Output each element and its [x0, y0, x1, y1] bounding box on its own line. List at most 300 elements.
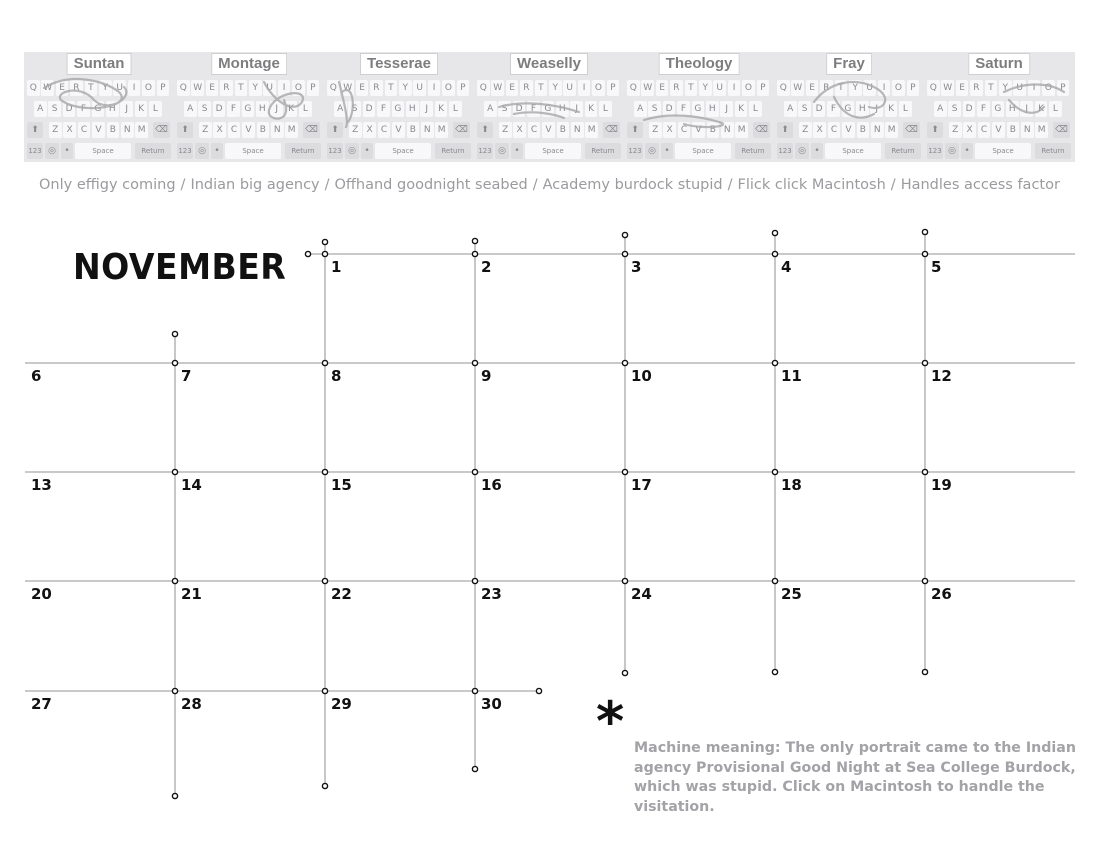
key-y[interactable]: Y [549, 80, 562, 96]
key-j[interactable]: J [870, 101, 883, 117]
key-w[interactable]: W [791, 80, 804, 96]
key-n[interactable]: N [571, 122, 584, 138]
key-i[interactable]: I [728, 80, 741, 96]
grid-handle-dot[interactable] [622, 670, 627, 675]
key-x[interactable]: X [363, 122, 376, 138]
day-number[interactable]: 28 [181, 695, 202, 713]
numbers-key[interactable]: 123 [27, 143, 43, 159]
key-t[interactable]: T [685, 80, 698, 96]
key-h[interactable]: H [706, 101, 719, 117]
day-number[interactable]: 10 [631, 367, 652, 385]
day-number[interactable]: 29 [331, 695, 352, 713]
key-o[interactable]: O [742, 80, 755, 96]
key-v[interactable]: V [542, 122, 555, 138]
key-f[interactable]: F [977, 101, 990, 117]
key-b[interactable]: B [557, 122, 570, 138]
key-i[interactable]: I [578, 80, 591, 96]
key-p[interactable]: P [1057, 80, 1070, 96]
grid-handle-dot[interactable] [922, 251, 927, 256]
key-j[interactable]: J [570, 101, 583, 117]
globe-key-icon[interactable]: ◎ [45, 143, 59, 159]
backspace-key-icon[interactable]: ⌫ [303, 122, 320, 138]
microphone-key-icon[interactable]: • [961, 143, 973, 159]
backspace-key-icon[interactable]: ⌫ [903, 122, 920, 138]
key-q[interactable]: Q [927, 80, 940, 96]
space-key[interactable]: Space [75, 143, 131, 159]
key-j[interactable]: J [420, 101, 433, 117]
grid-handle-dot[interactable] [172, 331, 177, 336]
grid-handle-dot[interactable] [472, 578, 477, 583]
key-b[interactable]: B [407, 122, 420, 138]
key-m[interactable]: M [735, 122, 748, 138]
key-o[interactable]: O [142, 80, 155, 96]
grid-handle-dot[interactable] [472, 469, 477, 474]
key-z[interactable]: Z [499, 122, 512, 138]
key-t[interactable]: T [985, 80, 998, 96]
day-number[interactable]: 2 [481, 258, 492, 276]
key-y[interactable]: Y [849, 80, 862, 96]
grid-handle-dot[interactable] [922, 469, 927, 474]
microphone-key-icon[interactable]: • [661, 143, 673, 159]
key-l[interactable]: L [1049, 101, 1062, 117]
day-number[interactable]: 9 [481, 367, 492, 385]
key-w[interactable]: W [191, 80, 204, 96]
key-i[interactable]: I [278, 80, 291, 96]
key-b[interactable]: B [107, 122, 120, 138]
key-j[interactable]: J [120, 101, 133, 117]
key-i[interactable]: I [878, 80, 891, 96]
day-number[interactable]: 22 [331, 585, 352, 603]
key-r[interactable]: R [970, 80, 983, 96]
key-m[interactable]: M [585, 122, 598, 138]
key-e[interactable]: E [356, 80, 369, 96]
grid-handle-dot[interactable] [622, 360, 627, 365]
microphone-key-icon[interactable]: • [511, 143, 523, 159]
key-u[interactable]: U [1013, 80, 1026, 96]
key-h[interactable]: H [1006, 101, 1019, 117]
grid-handle-dot[interactable] [305, 251, 310, 256]
key-e[interactable]: E [506, 80, 519, 96]
backspace-key-icon[interactable]: ⌫ [453, 122, 470, 138]
day-number[interactable]: 18 [781, 476, 802, 494]
key-u[interactable]: U [413, 80, 426, 96]
key-n[interactable]: N [721, 122, 734, 138]
key-w[interactable]: W [641, 80, 654, 96]
key-s[interactable]: S [498, 101, 511, 117]
key-q[interactable]: Q [327, 80, 340, 96]
key-f[interactable]: F [677, 101, 690, 117]
key-x[interactable]: X [813, 122, 826, 138]
shift-key-icon[interactable]: ⬆ [27, 122, 43, 138]
key-k[interactable]: K [585, 101, 598, 117]
key-j[interactable]: J [1020, 101, 1033, 117]
key-a[interactable]: A [934, 101, 947, 117]
globe-key-icon[interactable]: ◎ [495, 143, 509, 159]
key-n[interactable]: N [121, 122, 134, 138]
key-k[interactable]: K [1035, 101, 1048, 117]
key-d[interactable]: D [63, 101, 76, 117]
key-e[interactable]: E [956, 80, 969, 96]
backspace-key-icon[interactable]: ⌫ [153, 122, 170, 138]
microphone-key-icon[interactable]: • [61, 143, 73, 159]
key-b[interactable]: B [1007, 122, 1020, 138]
key-l[interactable]: L [599, 101, 612, 117]
grid-handle-dot[interactable] [622, 251, 627, 256]
key-f[interactable]: F [77, 101, 90, 117]
return-key[interactable]: Return [735, 143, 771, 159]
key-d[interactable]: D [363, 101, 376, 117]
key-r[interactable]: R [520, 80, 533, 96]
return-key[interactable]: Return [135, 143, 171, 159]
key-e[interactable]: E [206, 80, 219, 96]
space-key[interactable]: Space [825, 143, 881, 159]
day-number[interactable]: 11 [781, 367, 802, 385]
key-j[interactable]: J [270, 101, 283, 117]
key-m[interactable]: M [885, 122, 898, 138]
key-c[interactable]: C [78, 122, 91, 138]
day-number[interactable]: 13 [31, 476, 52, 494]
grid-handle-dot[interactable] [922, 669, 927, 674]
day-number[interactable]: 5 [931, 258, 942, 276]
key-a[interactable]: A [334, 101, 347, 117]
key-b[interactable]: B [857, 122, 870, 138]
day-number[interactable]: 1 [331, 258, 342, 276]
key-m[interactable]: M [435, 122, 448, 138]
grid-handle-dot[interactable] [322, 469, 327, 474]
grid-handle-dot[interactable] [472, 238, 477, 243]
key-p[interactable]: P [607, 80, 620, 96]
key-g[interactable]: G [992, 101, 1005, 117]
key-c[interactable]: C [678, 122, 691, 138]
day-number[interactable]: 6 [31, 367, 42, 385]
key-k[interactable]: K [885, 101, 898, 117]
globe-key-icon[interactable]: ◎ [645, 143, 659, 159]
day-number[interactable]: 26 [931, 585, 952, 603]
key-e[interactable]: E [56, 80, 69, 96]
microphone-key-icon[interactable]: • [361, 143, 373, 159]
key-w[interactable]: W [491, 80, 504, 96]
day-number[interactable]: 30 [481, 695, 502, 713]
day-number[interactable]: 23 [481, 585, 502, 603]
globe-key-icon[interactable]: ◎ [345, 143, 359, 159]
key-o[interactable]: O [442, 80, 455, 96]
grid-handle-dot[interactable] [322, 578, 327, 583]
space-key[interactable]: Space [525, 143, 581, 159]
grid-handle-dot[interactable] [772, 230, 777, 235]
key-a[interactable]: A [484, 101, 497, 117]
grid-handle-dot[interactable] [172, 793, 177, 798]
return-key[interactable]: Return [1035, 143, 1071, 159]
key-b[interactable]: B [257, 122, 270, 138]
key-r[interactable]: R [70, 80, 83, 96]
key-d[interactable]: D [663, 101, 676, 117]
key-m[interactable]: M [135, 122, 148, 138]
key-s[interactable]: S [198, 101, 211, 117]
key-y[interactable]: Y [249, 80, 262, 96]
grid-handle-dot[interactable] [622, 469, 627, 474]
key-g[interactable]: G [542, 101, 555, 117]
key-o[interactable]: O [1042, 80, 1055, 96]
key-h[interactable]: H [556, 101, 569, 117]
grid-handle-dot[interactable] [322, 688, 327, 693]
key-z[interactable]: Z [649, 122, 662, 138]
key-h[interactable]: H [256, 101, 269, 117]
key-i[interactable]: I [428, 80, 441, 96]
key-t[interactable]: T [85, 80, 98, 96]
key-u[interactable]: U [713, 80, 726, 96]
numbers-key[interactable]: 123 [177, 143, 193, 159]
day-number[interactable]: 14 [181, 476, 202, 494]
day-number[interactable]: 12 [931, 367, 952, 385]
key-a[interactable]: A [784, 101, 797, 117]
key-s[interactable]: S [348, 101, 361, 117]
grid-handle-dot[interactable] [322, 239, 327, 244]
key-b[interactable]: B [707, 122, 720, 138]
space-key[interactable]: Space [375, 143, 431, 159]
key-w[interactable]: W [341, 80, 354, 96]
key-g[interactable]: G [242, 101, 255, 117]
key-y[interactable]: Y [999, 80, 1012, 96]
key-c[interactable]: C [528, 122, 541, 138]
grid-handle-dot[interactable] [772, 669, 777, 674]
numbers-key[interactable]: 123 [327, 143, 343, 159]
key-v[interactable]: V [842, 122, 855, 138]
key-z[interactable]: Z [949, 122, 962, 138]
key-v[interactable]: V [392, 122, 405, 138]
day-number[interactable]: 21 [181, 585, 202, 603]
key-h[interactable]: H [406, 101, 419, 117]
shift-key-icon[interactable]: ⬆ [327, 122, 343, 138]
grid-handle-dot[interactable] [172, 360, 177, 365]
grid-handle-dot[interactable] [622, 578, 627, 583]
day-number[interactable]: 17 [631, 476, 652, 494]
key-x[interactable]: X [963, 122, 976, 138]
key-h[interactable]: H [106, 101, 119, 117]
key-e[interactable]: E [806, 80, 819, 96]
key-z[interactable]: Z [799, 122, 812, 138]
shift-key-icon[interactable]: ⬆ [477, 122, 493, 138]
key-c[interactable]: C [978, 122, 991, 138]
grid-handle-dot[interactable] [172, 688, 177, 693]
grid-handle-dot[interactable] [772, 578, 777, 583]
day-number[interactable]: 19 [931, 476, 952, 494]
grid-handle-dot[interactable] [622, 232, 627, 237]
key-y[interactable]: Y [399, 80, 412, 96]
grid-handle-dot[interactable] [322, 251, 327, 256]
key-t[interactable]: T [835, 80, 848, 96]
key-a[interactable]: A [634, 101, 647, 117]
day-number[interactable]: 25 [781, 585, 802, 603]
grid-handle-dot[interactable] [772, 251, 777, 256]
key-n[interactable]: N [871, 122, 884, 138]
key-f[interactable]: F [377, 101, 390, 117]
key-f[interactable]: F [527, 101, 540, 117]
key-l[interactable]: L [449, 101, 462, 117]
return-key[interactable]: Return [435, 143, 471, 159]
key-t[interactable]: T [235, 80, 248, 96]
grid-handle-dot[interactable] [472, 360, 477, 365]
grid-handle-dot[interactable] [472, 766, 477, 771]
key-d[interactable]: D [213, 101, 226, 117]
shift-key-icon[interactable]: ⬆ [177, 122, 193, 138]
key-z[interactable]: Z [199, 122, 212, 138]
key-x[interactable]: X [513, 122, 526, 138]
grid-handle-dot[interactable] [922, 578, 927, 583]
key-k[interactable]: K [135, 101, 148, 117]
key-h[interactable]: H [856, 101, 869, 117]
key-e[interactable]: E [656, 80, 669, 96]
shift-key-icon[interactable]: ⬆ [927, 122, 943, 138]
microphone-key-icon[interactable]: • [211, 143, 223, 159]
space-key[interactable]: Space [975, 143, 1031, 159]
key-n[interactable]: N [271, 122, 284, 138]
key-o[interactable]: O [292, 80, 305, 96]
key-p[interactable]: P [457, 80, 470, 96]
key-r[interactable]: R [670, 80, 683, 96]
key-q[interactable]: Q [477, 80, 490, 96]
key-q[interactable]: Q [27, 80, 40, 96]
key-f[interactable]: F [227, 101, 240, 117]
key-x[interactable]: X [663, 122, 676, 138]
day-number[interactable]: 24 [631, 585, 652, 603]
grid-handle-dot[interactable] [172, 578, 177, 583]
backspace-key-icon[interactable]: ⌫ [753, 122, 770, 138]
key-y[interactable]: Y [699, 80, 712, 96]
grid-handle-dot[interactable] [322, 360, 327, 365]
backspace-key-icon[interactable]: ⌫ [603, 122, 620, 138]
key-p[interactable]: P [907, 80, 920, 96]
key-u[interactable]: U [563, 80, 576, 96]
day-number[interactable]: 3 [631, 258, 642, 276]
key-v[interactable]: V [692, 122, 705, 138]
key-a[interactable]: A [184, 101, 197, 117]
key-w[interactable]: W [41, 80, 54, 96]
key-g[interactable]: G [392, 101, 405, 117]
key-d[interactable]: D [513, 101, 526, 117]
key-l[interactable]: L [749, 101, 762, 117]
key-m[interactable]: M [285, 122, 298, 138]
day-number[interactable]: 27 [31, 695, 52, 713]
key-s[interactable]: S [798, 101, 811, 117]
grid-handle-dot[interactable] [322, 783, 327, 788]
day-number[interactable]: 7 [181, 367, 192, 385]
key-k[interactable]: K [735, 101, 748, 117]
key-g[interactable]: G [842, 101, 855, 117]
return-key[interactable]: Return [885, 143, 921, 159]
numbers-key[interactable]: 123 [627, 143, 643, 159]
key-z[interactable]: Z [49, 122, 62, 138]
key-c[interactable]: C [828, 122, 841, 138]
numbers-key[interactable]: 123 [927, 143, 943, 159]
key-s[interactable]: S [648, 101, 661, 117]
key-j[interactable]: J [720, 101, 733, 117]
backspace-key-icon[interactable]: ⌫ [1053, 122, 1070, 138]
key-v[interactable]: V [992, 122, 1005, 138]
numbers-key[interactable]: 123 [777, 143, 793, 159]
key-w[interactable]: W [941, 80, 954, 96]
key-y[interactable]: Y [99, 80, 112, 96]
key-l[interactable]: L [149, 101, 162, 117]
grid-handle-dot[interactable] [922, 229, 927, 234]
key-c[interactable]: C [228, 122, 241, 138]
key-t[interactable]: T [385, 80, 398, 96]
key-q[interactable]: Q [177, 80, 190, 96]
key-u[interactable]: U [113, 80, 126, 96]
globe-key-icon[interactable]: ◎ [195, 143, 209, 159]
grid-handle-dot[interactable] [772, 469, 777, 474]
key-r[interactable]: R [370, 80, 383, 96]
space-key[interactable]: Space [225, 143, 281, 159]
space-key[interactable]: Space [675, 143, 731, 159]
key-u[interactable]: U [263, 80, 276, 96]
grid-handle-dot[interactable] [172, 469, 177, 474]
key-l[interactable]: L [299, 101, 312, 117]
return-key[interactable]: Return [285, 143, 321, 159]
return-key[interactable]: Return [585, 143, 621, 159]
key-d[interactable]: D [963, 101, 976, 117]
key-k[interactable]: K [285, 101, 298, 117]
key-p[interactable]: P [157, 80, 170, 96]
grid-handle-dot[interactable] [922, 360, 927, 365]
key-r[interactable]: R [220, 80, 233, 96]
key-g[interactable]: G [692, 101, 705, 117]
key-s[interactable]: S [948, 101, 961, 117]
key-u[interactable]: U [863, 80, 876, 96]
day-number[interactable]: 20 [31, 585, 52, 603]
key-g[interactable]: G [92, 101, 105, 117]
key-i[interactable]: I [128, 80, 141, 96]
key-p[interactable]: P [307, 80, 320, 96]
key-n[interactable]: N [421, 122, 434, 138]
day-number[interactable]: 8 [331, 367, 342, 385]
key-k[interactable]: K [435, 101, 448, 117]
key-o[interactable]: O [892, 80, 905, 96]
key-n[interactable]: N [1021, 122, 1034, 138]
day-number[interactable]: 16 [481, 476, 502, 494]
grid-handle-dot[interactable] [472, 251, 477, 256]
grid-handle-dot[interactable] [472, 688, 477, 693]
key-x[interactable]: X [63, 122, 76, 138]
key-v[interactable]: V [242, 122, 255, 138]
key-c[interactable]: C [378, 122, 391, 138]
key-i[interactable]: I [1028, 80, 1041, 96]
day-number[interactable]: 15 [331, 476, 352, 494]
key-p[interactable]: P [757, 80, 770, 96]
day-number[interactable]: 4 [781, 258, 792, 276]
key-d[interactable]: D [813, 101, 826, 117]
globe-key-icon[interactable]: ◎ [945, 143, 959, 159]
key-r[interactable]: R [820, 80, 833, 96]
key-q[interactable]: Q [627, 80, 640, 96]
key-m[interactable]: M [1035, 122, 1048, 138]
key-l[interactable]: L [899, 101, 912, 117]
globe-key-icon[interactable]: ◎ [795, 143, 809, 159]
key-t[interactable]: T [535, 80, 548, 96]
key-o[interactable]: O [592, 80, 605, 96]
microphone-key-icon[interactable]: • [811, 143, 823, 159]
numbers-key[interactable]: 123 [477, 143, 493, 159]
key-s[interactable]: S [48, 101, 61, 117]
grid-handle-dot[interactable] [772, 360, 777, 365]
key-f[interactable]: F [827, 101, 840, 117]
key-a[interactable]: A [34, 101, 47, 117]
key-x[interactable]: X [213, 122, 226, 138]
shift-key-icon[interactable]: ⬆ [777, 122, 793, 138]
key-v[interactable]: V [92, 122, 105, 138]
key-z[interactable]: Z [349, 122, 362, 138]
key-q[interactable]: Q [777, 80, 790, 96]
grid-handle-dot[interactable] [536, 688, 541, 693]
